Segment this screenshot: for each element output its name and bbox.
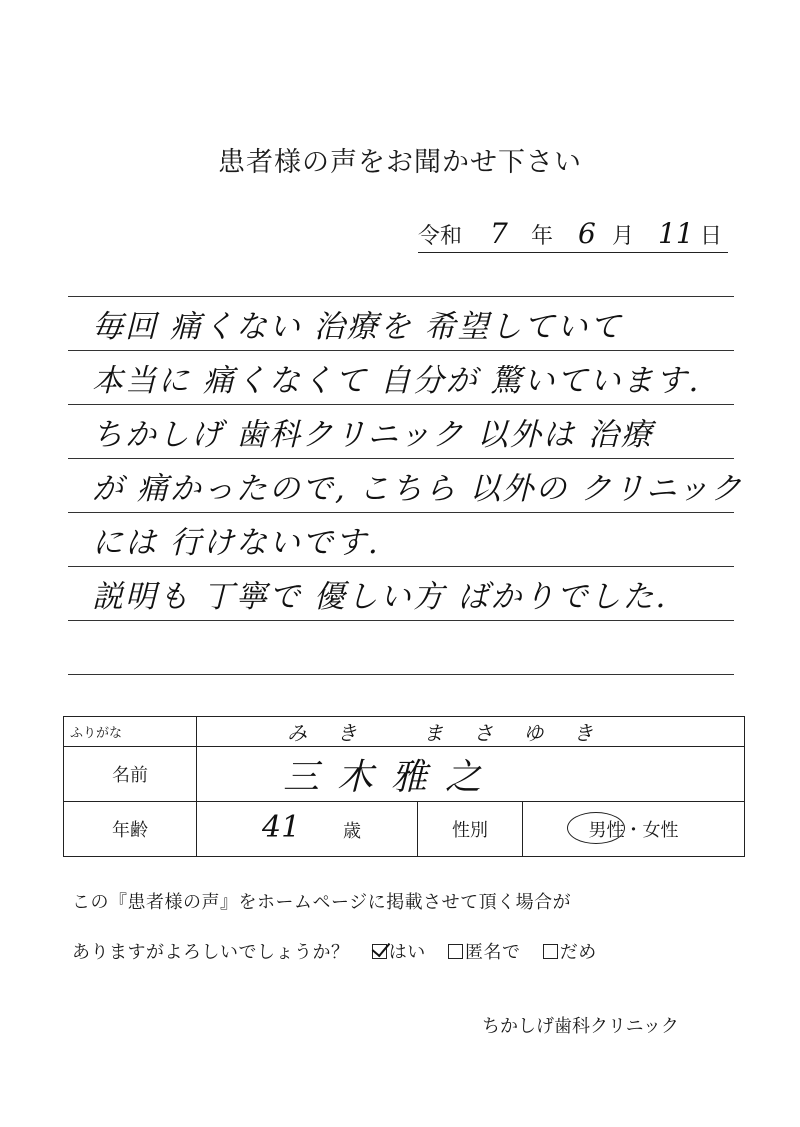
sex-options: 男性・女性 [588,820,679,841]
patient-info-table [63,716,745,857]
comment-text: ちかしげ 歯科クリニック 以外は 治療 [92,417,654,453]
comment-text: には 行けないです. [92,525,380,561]
consent-question-line2: ありますがよろしいでしょうか？ [72,942,350,963]
name-field[interactable]: 三木雅之 [197,747,745,802]
consent-option-yes[interactable] [372,942,426,963]
age-unit: 歳 [343,821,361,842]
name-label: 名前 [64,747,197,802]
date-era: 令和 [418,224,463,249]
comment-line [68,296,734,350]
comment-line [68,458,744,512]
consent-option-label: だめ [559,942,597,963]
date-month: 6 [578,217,596,250]
checkbox-checked-icon[interactable] [372,944,387,959]
comment-line [68,566,734,620]
sex-label: 性別 [418,802,523,857]
comment-text: 本当に 痛くなくて 自分が 驚いています. [92,363,701,399]
furigana-field[interactable]: みき まさゆき [197,717,745,747]
comment-text: が 痛かったので, こちら 以外の クリニック [92,471,744,507]
date-year: 7 [490,217,508,250]
consent-option-label: 匿名で [464,942,521,963]
comment-text: 説明も 丁寧で 優しい方 ばかりでした. [92,579,668,615]
date-year-unit: 年 [531,224,554,249]
page-title: 患者様の声をお聞かせ下さい [218,147,582,178]
checkbox-icon[interactable] [448,944,463,959]
date-field [418,212,728,253]
clinic-name: ちかしげ歯科クリニック [482,1016,679,1037]
comment-line [68,512,734,566]
checkbox-icon[interactable] [543,944,558,959]
comment-line [68,350,734,404]
date-day-unit: 日 [700,224,723,249]
consent-option-no[interactable] [543,942,597,963]
selected-sex-circle [567,812,625,844]
age-field[interactable] [197,802,418,857]
consent-option-anonymous[interactable] [448,942,521,963]
consent-question-row [72,938,597,964]
date-month-unit: 月 [612,224,635,249]
date-day: 11 [658,217,694,250]
age-label: 年齢 [64,802,197,857]
consent-question-line1: この『患者様の声』をホームページに掲載させて頂く場合が [72,892,572,913]
consent-option-label: はい [388,942,426,963]
comment-area [68,296,744,728]
sex-field[interactable] [523,802,745,857]
comment-line [68,620,734,674]
comment-text: 毎回 痛くない 治療を 希望していて [92,309,623,345]
comment-line [68,404,734,458]
age-value: 41 [262,810,301,845]
furigana-label: ふりがな [64,717,197,747]
